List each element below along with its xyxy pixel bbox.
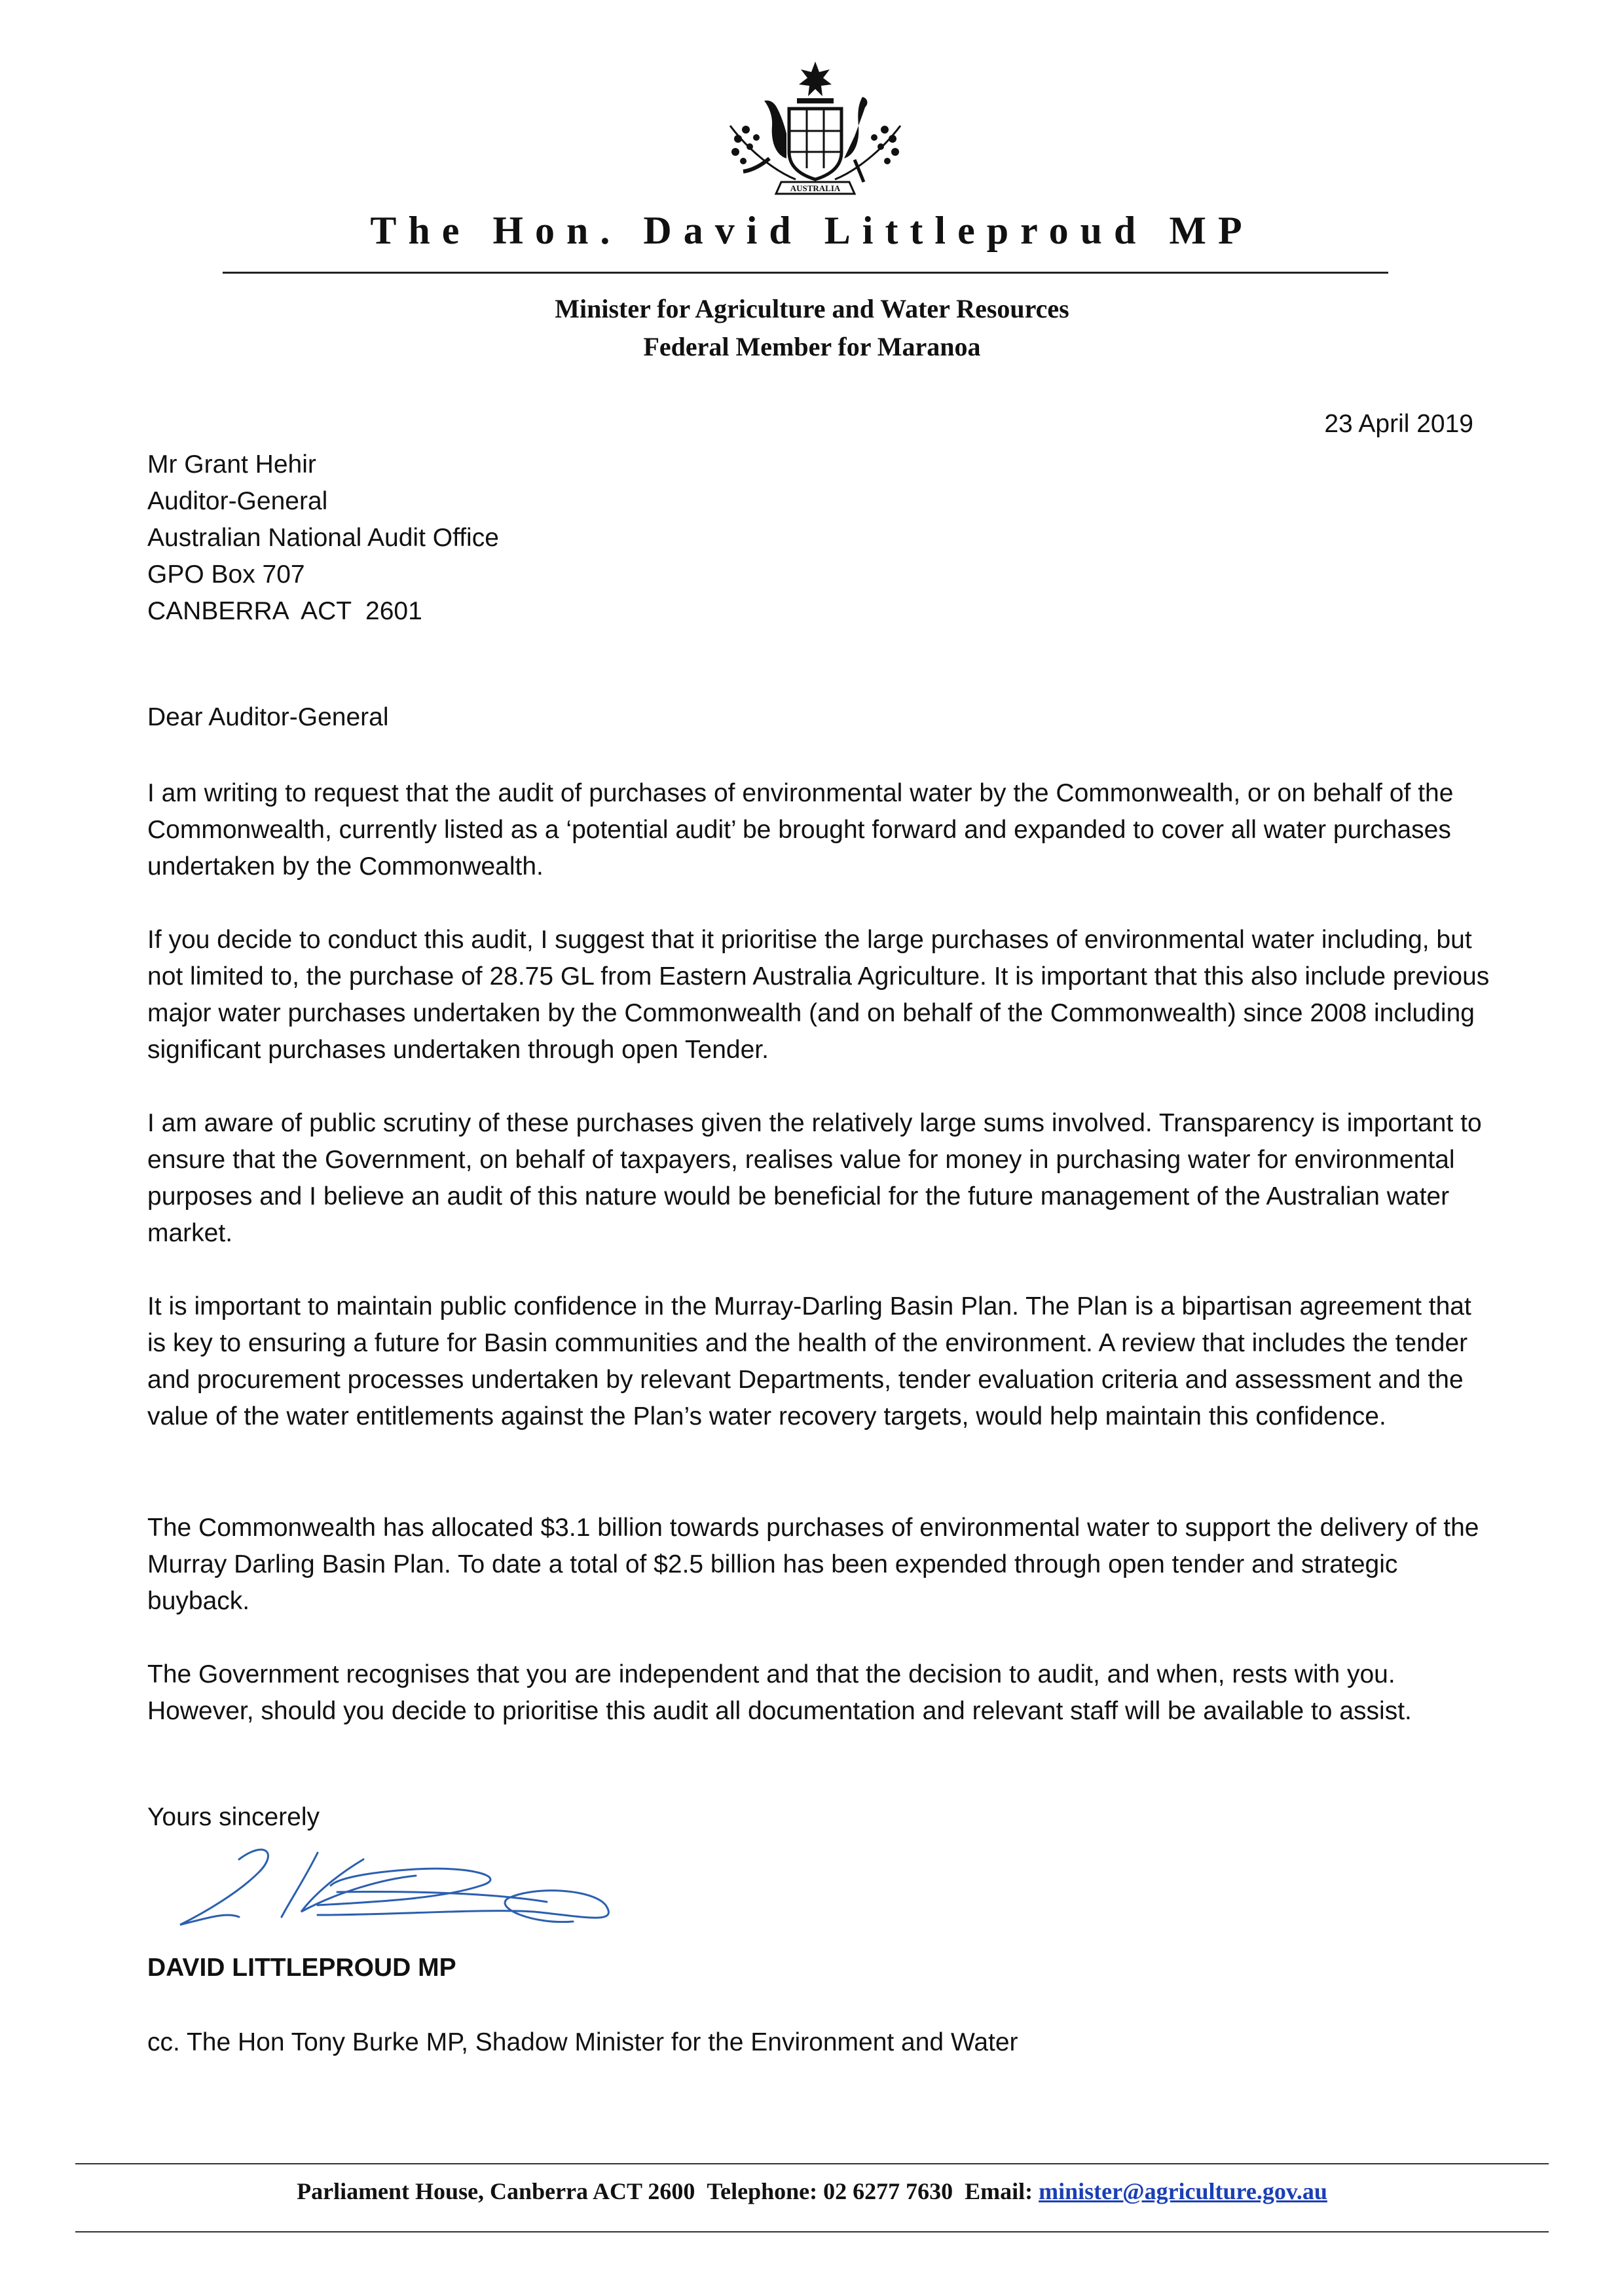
body-paragraph: It is important to maintain public confidence in the Murray-Darling Basin Plan. The Plan is a bipartisan agreement that is key to ensuring a future for Basin communities and the health of the environment. A review that includes the tender and procurement processes undertaken by relevant Departments, tender evaluation criteria and assessment and the value of the water entitlements against the Plan’s water recovery targets, would help maintain this confidence.	[147, 1292, 1471, 1430]
recipient-address	[147, 446, 499, 630]
handwritten-signature	[167, 1840, 665, 1938]
recipient-organisation: Australian National Audit Office	[147, 524, 499, 552]
portfolio-title: Minister for Agriculture and Water Resources	[555, 294, 1069, 323]
footer-contact	[0, 2178, 1624, 2205]
closing: Yours sincerely	[147, 1803, 320, 1831]
crest-scroll-text: AUSTRALIA	[790, 183, 841, 193]
carbon-copy: cc. The Hon Tony Burke MP, Shadow Minister for the Environment and Water	[147, 2028, 1018, 2056]
footer-address: Parliament House, Canberra ACT 2600	[297, 2178, 695, 2204]
footer-telephone: 02 6277 7630	[823, 2178, 953, 2204]
coat-of-arms-icon	[724, 60, 907, 198]
body-paragraph: The Commonwealth has allocated $3.1 billion towards purchases of environmental water to support the delivery of the Murray Darling Basin Plan. To date a total of $2.5 billion has been expended through open tender and strategic buyback.	[147, 1514, 1479, 1615]
footer-divider-top	[75, 2163, 1549, 2164]
signatory-name: DAVID LITTLEPROUD MP	[147, 1954, 456, 1982]
body-paragraph: If you decide to conduct this audit, I suggest that it prioritise the large purchases of environmental water including, but not limited to, the purchase of 28.75 GL from Eastern Australia Agriculture. It is important that this also include previous major water purchases undertaken by the Commonwealth (and on behalf of the Commonwealth) since 2008 including significant purchases undertaken through open Tender.	[147, 926, 1490, 1064]
recipient-name: Mr Grant Hehir	[147, 450, 316, 479]
body-paragraph: I am aware of public scrutiny of these purchases given the relatively large sums involved. Transparency is important to ensure that the Government, on behalf of taxpayers, realises value for money in purchasing water for environmental purposes and I believe an audit of this nature would be beneficial for the future management of the Australian water market.	[147, 1109, 1482, 1247]
recipient-title: Auditor-General	[147, 487, 328, 515]
electorate-title: Federal Member for Maranoa	[643, 332, 981, 361]
body-paragraph: I am writing to request that the audit of purchases of environmental water by the Commonwealth, or on behalf of the Commonwealth, currently listed as a ‘potential audit’ be brought forward and expanded to cover all water purchases undertaken by the Commonwealth.	[147, 779, 1454, 881]
body-paragraph: The Government recognises that you are independent and that the decision to audit, and when, rests with you. However, should you decide to prioritise this audit all documentation and relevant staff will be available to assist.	[147, 1660, 1412, 1725]
footer-divider-bottom	[75, 2231, 1549, 2232]
recipient-po-box: GPO Box 707	[147, 560, 305, 589]
footer-email-link[interactable]: minister@agriculture.gov.au	[1039, 2178, 1327, 2204]
letter-date: 23 April 2019	[1324, 410, 1473, 438]
footer-email-label: Email:	[965, 2178, 1033, 2204]
letterhead-name: The Hon. David Littleproud MP	[370, 209, 1254, 252]
letterhead-portfolio	[0, 290, 1624, 366]
salutation: Dear Auditor-General	[147, 703, 389, 731]
letterhead-divider	[223, 272, 1388, 274]
recipient-city: CANBERRA ACT 2601	[147, 597, 422, 625]
footer-telephone-label: Telephone:	[707, 2178, 818, 2204]
